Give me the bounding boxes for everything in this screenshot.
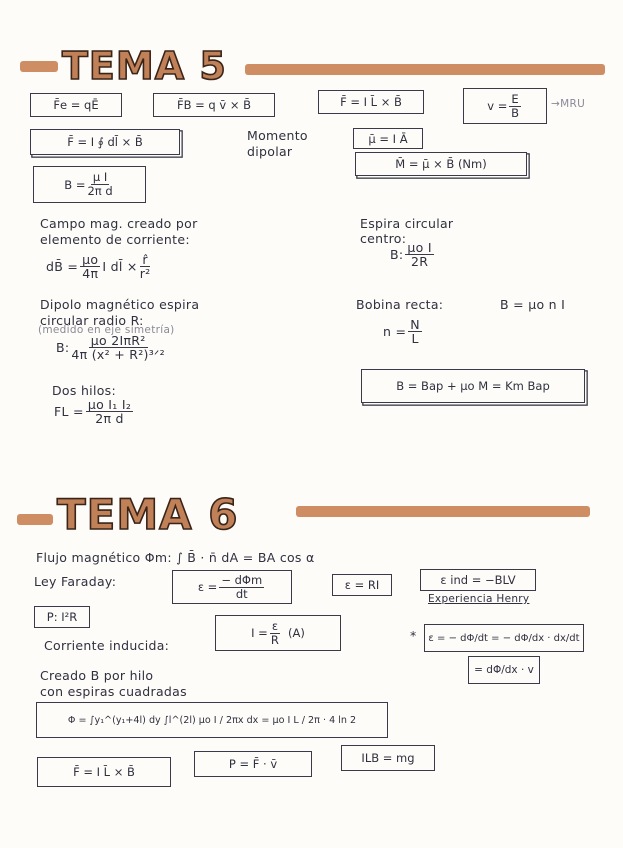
v-eb-lhs: v = — [487, 99, 508, 113]
corriente-label: Corriente inducida: — [44, 638, 170, 653]
formula-f-ilb: F̄ = I L̄ × B̄ — [37, 757, 171, 787]
creado-line2: con espiras cuadradas — [40, 684, 187, 699]
tema6-bar-right — [296, 506, 590, 517]
momento-label-1: Momento — [247, 128, 308, 143]
chain-star: * — [410, 628, 417, 643]
formula-p-i2r: P: I²R — [34, 606, 90, 628]
flujo-line: Flujo magnético Φm: ∫ B̄ · n̄ dA = BA cos α — [36, 550, 315, 565]
faraday-label: Ley Faraday: — [34, 574, 117, 589]
bobina-formula: B = μo n I — [500, 297, 566, 312]
formula-ilb-mg: ILB = mg — [341, 745, 435, 771]
formula-b-total: B = Bap + μo M = Km Bap — [361, 369, 585, 403]
b-wire-fraction: $\frac{\text{μ I}}{\text{2π d}}$ — [87, 170, 113, 198]
formula-f-loop: F̄ = I ∮ dl̄ × B̄ — [30, 129, 180, 155]
formula-phi-integral: Φ = ∫y₁^(y₁+4l) dy ∫l^(2l) μo I / 2πx dx = μo I L / 2π · 4 ln 2 — [36, 702, 388, 738]
espira-formula: B: $\frac{\text{μo I}}{2R}$ — [390, 240, 432, 269]
campo-mag-formula: dB̄ = $\frac{\mu o}{4\pi}$ I dl̄ × $\frac{r̂}{\text{r²}}$ — [46, 252, 151, 281]
dos-hilos-label: Dos hilos: — [52, 383, 116, 398]
tema5-bar-right — [245, 64, 605, 75]
creado-line1: Creado B por hilo — [40, 668, 154, 683]
faraday-formula: ε = $\frac{\text{− dΦm}}{dt}$ — [172, 570, 292, 604]
dipolo-formula: B: $\frac{\text{μo 2IπR²}}{\text{4π (x² + R²)³ᐟ²}}$ — [56, 333, 165, 362]
formula-mu-ia: μ̄ = I Ā — [353, 128, 423, 149]
formula-chain: ε = − dΦ/dt = − dΦ/dx · dx/dt — [424, 624, 584, 652]
tema5-bar-left — [20, 61, 58, 72]
formula-b-wire: B = $\frac{\text{μ I}}{\text{2π d}}$ — [33, 166, 146, 203]
mru-note: →MRU — [551, 98, 586, 110]
formula-i-er: I = $\frac{\varepsilon}{R}$ (A) — [215, 615, 341, 651]
tema6-bar-left — [17, 514, 53, 525]
espira-line2: centro: — [360, 231, 407, 246]
dipolo-line3: (medido en eje simetría) — [38, 324, 175, 336]
formula-e-ri: ε = RI — [332, 574, 392, 596]
formula-fe: F̄e = qĒ — [30, 93, 122, 117]
dos-hilos-formula: FL = $\frac{\text{μo I₁ I₂}}{\text{2π d}}$ — [54, 397, 132, 426]
momento-label-2: dipolar — [247, 144, 293, 159]
campo-mag-line1: Campo mag. creado por — [40, 216, 198, 231]
tema5-title: TEMA 5 — [62, 44, 227, 88]
formula-f-il: F̄ = I L̄ × B̄ — [318, 90, 424, 114]
dipolo-line2: circular radio R: — [40, 313, 144, 328]
espira-line1: Espira circular — [360, 216, 454, 231]
formula-chain-v: = dΦ/dx · v — [468, 656, 540, 684]
henry-label: Experiencia Henry — [428, 593, 530, 605]
formula-e-ind: ε ind = −BLV — [420, 569, 536, 591]
campo-mag-line2: elemento de corriente: — [40, 232, 190, 247]
formula-p-fv: P = F̄ · v̄ — [194, 751, 312, 777]
bobina-n-formula: n = $\frac{N}{L}$ — [383, 317, 420, 346]
bobina-label: Bobina recta: — [356, 297, 444, 312]
tema6-title: TEMA 6 — [57, 490, 239, 539]
formula-torque: M̄ = μ̄ × B̄ (Nm) — [355, 152, 527, 176]
dipolo-line1: Dipolo magnético espira — [40, 297, 200, 312]
formula-v-eb — [463, 88, 547, 124]
v-eb-fraction: $\frac{E}{B}$ — [511, 91, 519, 120]
formula-fb: F̄B = q v̄ × B̄ — [153, 93, 275, 117]
